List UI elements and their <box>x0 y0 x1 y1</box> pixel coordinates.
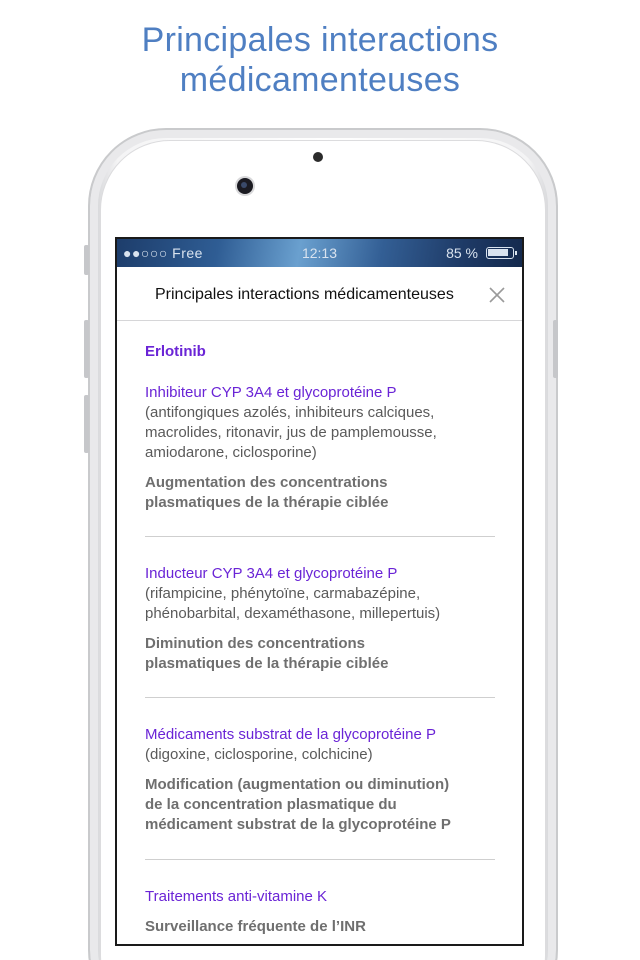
modal-title: Principales interactions médicamenteuses <box>155 286 454 303</box>
interaction-heading: Inducteur CYP 3A4 et glycoprotéine P <box>145 565 398 582</box>
interaction-section <box>145 725 495 835</box>
interaction-section <box>145 383 495 513</box>
effect-line: Modification (augmentation ou diminution) <box>145 776 450 793</box>
interaction-section <box>145 887 495 937</box>
interaction-detail: (digoxine, ciclosporine, colchicine) <box>145 746 373 763</box>
interaction-detail: amiodarone, ciclosporine) <box>145 444 317 461</box>
effect-line: de la concentration plasmatique du <box>145 796 397 813</box>
speaker-icon <box>313 152 323 162</box>
headline-line-1: Principales interactions <box>141 21 499 59</box>
effect-line: plasmatiques de la thérapie ciblée <box>145 494 389 511</box>
modal-header <box>117 267 522 321</box>
interaction-effect <box>145 473 495 513</box>
interaction-detail: (antifongiques azolés, inhibiteurs calciques, <box>145 404 435 421</box>
interaction-detail: macrolides, ritonavir, jus de pamplemousse, <box>145 424 437 441</box>
effect-line: plasmatiques de la thérapie ciblée <box>145 655 389 672</box>
close-icon[interactable] <box>488 286 506 304</box>
effect-line: médicament substrat de la glycoprotéine P <box>145 816 451 833</box>
interaction-heading: Médicaments substrat de la glycoprotéine P <box>145 726 436 743</box>
interaction-heading: Inhibiteur CYP 3A4 et glycoprotéine P <box>145 384 397 401</box>
interaction-effect <box>145 775 495 835</box>
effect-line: Surveillance fréquente de l’INR <box>145 918 366 935</box>
mute-switch <box>84 245 89 275</box>
page-headline <box>0 20 640 100</box>
interaction-detail: (rifampicine, phénytoïne, carmabazépine, <box>145 585 421 602</box>
section-divider <box>145 536 495 537</box>
interaction-effect <box>145 634 495 674</box>
effect-line: Diminution des concentrations <box>145 635 366 652</box>
battery-icon <box>486 247 514 259</box>
status-carrier: ●●○○○ Free <box>123 245 203 261</box>
front-camera-icon <box>237 178 253 194</box>
status-battery-percent: 85 % <box>446 245 478 261</box>
status-time: 12:13 <box>301 245 338 261</box>
section-divider <box>145 697 495 698</box>
drug-name: Erlotinib <box>145 343 206 360</box>
interaction-detail: phénobarbital, dexaméthasone, millepertuis) <box>145 605 441 622</box>
app-screen <box>115 237 524 946</box>
volume-down-button <box>84 395 89 453</box>
interaction-heading: Traitements anti-vitamine K <box>145 888 328 905</box>
volume-up-button <box>84 320 89 378</box>
interaction-effect <box>145 917 495 937</box>
headline-line-2: médicamenteuses <box>179 61 461 99</box>
status-bar <box>117 239 522 267</box>
section-divider <box>145 859 495 860</box>
effect-line: Augmentation des concentrations <box>145 474 388 491</box>
interaction-section <box>145 564 495 674</box>
power-button <box>553 320 558 378</box>
